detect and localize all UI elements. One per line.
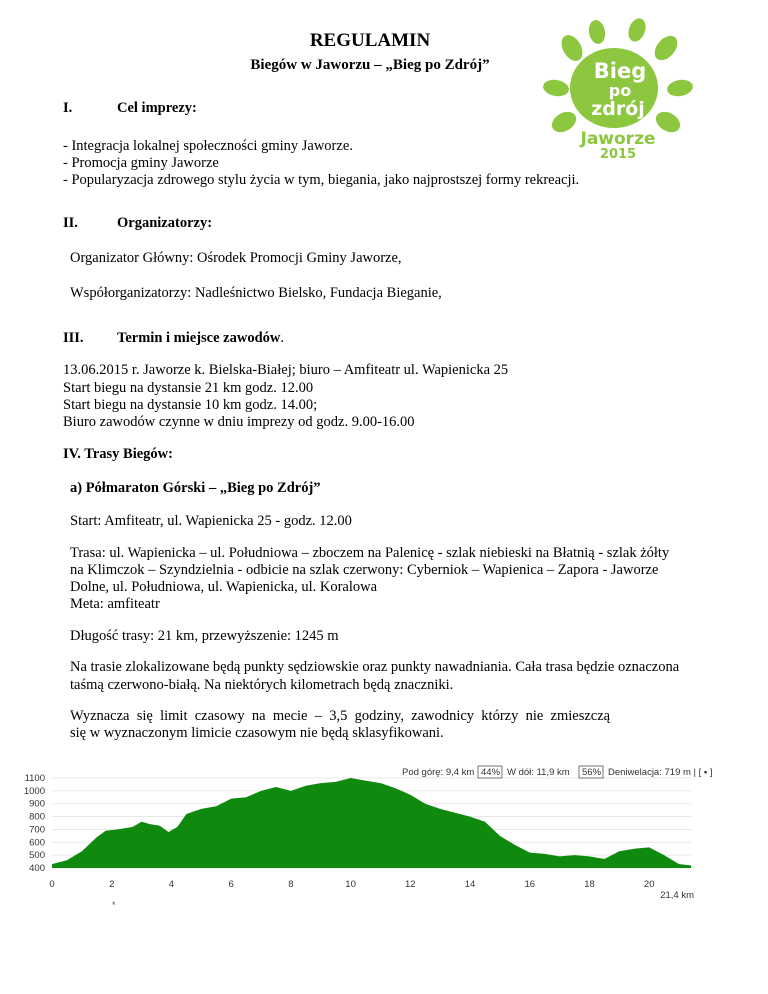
office-hours-line: Biuro zawodów czynne w dniu imprezy od godz. 9.00-16.00: [63, 414, 415, 430]
footprint-icon: [666, 78, 694, 98]
route-line: Trasa: ul. Wapienicka – ul. Południowa – zboczem na Palenicę - szlak niebieski na Błatnią - szlak żółty: [70, 545, 670, 561]
start-info: Start: Amfiteatr, ul. Wapienicka 25 - godz. 12.00: [70, 513, 352, 529]
denivelation-label: Deniwelacja: 719 m | [ ▪ ]: [608, 767, 713, 778]
event-date-line: 13.06.2015 r. Jaworze k. Bielska-Białej; biuro – Amfiteatr ul. Wapienicka 25: [63, 362, 509, 378]
small-marker-icon: *: [112, 900, 116, 910]
half-marathon-title: a) Półmaraton Górski – „Bieg po Zdrój”: [70, 480, 321, 496]
section-3-title-dot: .: [280, 330, 284, 346]
section-2-number: II.: [63, 215, 78, 231]
time-limit-line: Wyznacza się limit czasowy na mecie – 3,5 godziny, zawodnicy którzy nie zmieszczą: [70, 708, 611, 724]
section-3-title: [117, 330, 284, 347]
co-organizers: Współorganizatorzy: Nadleśnictwo Bielsko, Fundacja Bieganie,: [70, 285, 442, 301]
logo-text-bieg: Bieg: [593, 59, 647, 83]
bullet-item: - Integracja lokalnej społeczności gminy Jaworze.: [63, 138, 353, 154]
time-limit-line: się w wyznaczonym limicie czasowym nie będą sklasyfikowani.: [70, 725, 444, 741]
section-3-number: III.: [63, 330, 84, 346]
y-tick-label: 500: [29, 850, 45, 862]
x-tick-label: 18: [584, 879, 595, 890]
section-3-title-text: Termin i miejsce zawodów: [117, 330, 281, 346]
y-tick-label: 1100: [24, 773, 45, 784]
points-line: taśmą czerwono-białą. Na niektórych kilometrach będą znaczniki.: [70, 677, 454, 693]
y-tick-label: 1000: [23, 785, 45, 797]
page-subtitle: Biegów w Jaworzu – „Bieg po Zdrój”: [250, 57, 490, 73]
x-tick-label: 4: [168, 879, 175, 890]
x-tick-label: 12: [405, 879, 416, 890]
logo-text-place: Jaworze: [580, 129, 656, 149]
y-tick-label: 800: [29, 811, 45, 823]
uphill-pct: 44%: [481, 767, 501, 778]
x-tick-label: 14: [464, 879, 476, 890]
downhill-label: W dół: 11,9 km: [507, 767, 570, 778]
page-title: REGULAMIN: [309, 30, 431, 51]
bieg-po-zdroj-logo: [542, 18, 692, 160]
elevation-profile-chart: [22, 760, 713, 910]
x-tick-label: 16: [524, 879, 536, 890]
elevation-area: [52, 778, 691, 868]
footprint-icon: [587, 19, 607, 45]
logo-text-po: po: [608, 81, 632, 100]
logo-text-year: 2015: [599, 147, 637, 162]
y-tick-label: 400: [29, 863, 45, 874]
section-1-number: I.: [63, 100, 73, 116]
y-tick-label: 900: [29, 798, 45, 810]
footprint-icon: [557, 31, 587, 64]
x-tick-label: 8: [288, 879, 294, 890]
x-tick-label: 20: [643, 879, 655, 890]
x-tick-label: 2: [109, 879, 115, 890]
start-10km-line: Start biegu na dystansie 10 km godz. 14.00;: [63, 397, 318, 413]
section-4-title: IV. Trasy Biegów:: [63, 446, 173, 462]
footprint-icon: [548, 108, 580, 137]
uphill-label: Pod górę: 9,4 km: [402, 767, 475, 778]
main-organizer: Organizator Główny: Ośrodek Promocji Gminy Jaworze,: [70, 250, 402, 266]
route-line: na Klimczok – Szyndzielnia - odbicie na szlak czerwony: Cyberniok – Wapienica – Zapora - Jaworze: [70, 562, 659, 578]
section-1-title: Cel imprezy:: [117, 100, 197, 116]
start-21km-line: Start biegu na dystansie 21 km godz. 12.00: [63, 380, 314, 396]
y-tick-label: 600: [29, 837, 45, 849]
finish-line: Meta: amfiteatr: [70, 596, 160, 612]
y-tick-label: 700: [29, 824, 45, 836]
logo-text-zdroj: zdrój: [591, 98, 645, 120]
footprint-icon: [650, 31, 682, 64]
points-line: Na trasie zlokalizowane będą punkty sędziowskie oraz punkty nawadniania. Cała trasa będzie oznaczona: [70, 659, 680, 675]
bullet-item: - Popularyzacja zdrowego stylu życia w tym, biegania, jako najprostszej formy rekreacji.: [63, 172, 580, 188]
chart-info-bar: [402, 766, 713, 778]
footprint-icon: [542, 78, 570, 98]
footprint-icon: [625, 16, 648, 44]
x-tick-label: 6: [228, 879, 234, 890]
x-tick-label: 0: [49, 879, 55, 890]
x-axis-ticks: [49, 879, 654, 890]
footprint-icon: [652, 108, 684, 137]
y-axis-ticks: [24, 773, 45, 874]
bullet-item: - Promocja gminy Jaworze: [63, 155, 219, 171]
downhill-pct: 56%: [582, 767, 602, 778]
end-distance-label: 21,4 km: [660, 890, 694, 901]
section-2-title: Organizatorzy:: [117, 215, 213, 231]
route-length: Długość trasy: 21 km, przewyższenie: 1245 m: [70, 628, 339, 644]
x-tick-label: 10: [345, 879, 356, 890]
route-line: Dolne, ul. Południowa, ul. Wapienicka, ul. Koralowa: [70, 579, 378, 595]
